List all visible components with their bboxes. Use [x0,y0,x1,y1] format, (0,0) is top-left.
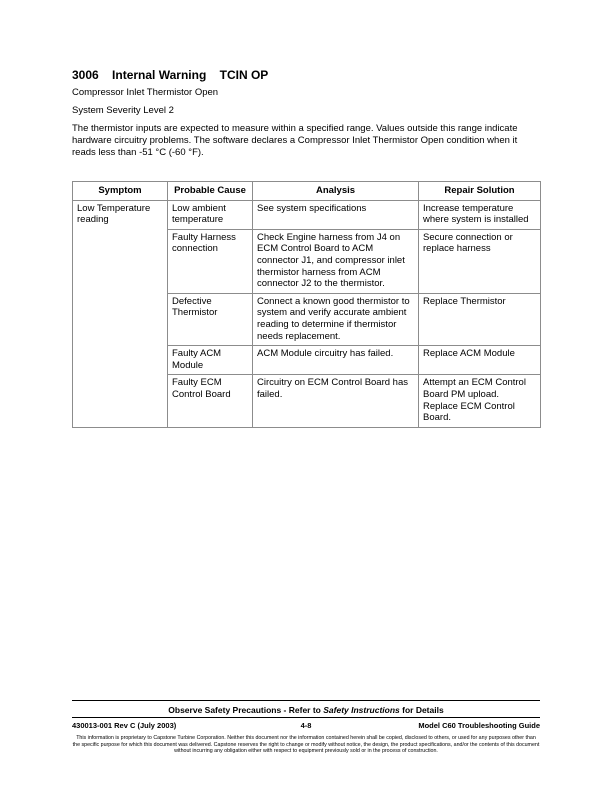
safety-notice: Observe Safety Precautions - Refer to Safety Instructions for Details [168,705,444,715]
footer-info [72,721,540,733]
repair-cell: Attempt an ECM Control Board PM upload. Replace ECM Control Board. [419,375,541,427]
repair-cell: Increase temperature where system is installed [419,200,541,229]
table-row [73,346,541,375]
repair-cell: Replace Thermistor [419,293,541,345]
document-number: 430013-001 Rev C (July 2003) [72,721,177,730]
symptom-cell-continued [73,229,168,293]
column-header: Analysis [253,182,419,201]
warning-code: 3006 [72,68,99,82]
repair-cell: Replace ACM Module [419,346,541,375]
page-title [72,68,268,82]
repair-cell: Secure connection or replace harness [419,229,541,293]
analysis-cell: Circuitry on ECM Control Board has failed. [253,375,419,427]
analysis-cell: Check Engine harness from J4 on ECM Control Board to ACM connector J1, and compressor inlet thermistor harness from ACM connector J2 to the thermistor. [253,229,419,293]
severity-level: System Severity Level 2 [72,105,174,116]
cause-cell: Faulty ECM Control Board [168,375,253,427]
column-header: Probable Cause [168,182,253,201]
column-header: Repair Solution [419,182,541,201]
symptom-cell-continued [73,293,168,345]
cause-cell: Faulty Harness connection [168,229,253,293]
footer-rule-top [72,700,540,701]
proprietary-notice: This information is proprietary to Capstone Turbine Corporation. Neither this document nor the information contained herein shall be copied, disclosed to others, or used for any purposes other than the specific purpose for which this document was delivered. Capstone reserves the right to change or modify without notice, the design, the product specifications, and/or the contents of this document without incurring any obligation either with respect to equipment previously sold or in the process of construction. [72,735,540,755]
symptom-cell-continued [73,375,168,427]
cause-cell: Faulty ACM Module [168,346,253,375]
table-row [73,200,541,229]
warning-abbrev: TCIN OP [219,68,269,82]
column-header: Symptom [73,182,168,201]
warning-subtitle: Compressor Inlet Thermistor Open [72,87,219,98]
table-row [73,293,541,345]
table-header-row [73,182,541,201]
symptom-cell: Low Temperature reading [73,200,168,229]
analysis-cell: See system specifications [253,200,419,229]
page-number: 4-8 [300,721,312,730]
safety-instructions-reference: Safety Instructions [323,705,400,715]
analysis-cell: Connect a known good thermistor to system and verify accurate ambient reading to determine if thermistor needs replacement. [253,293,419,345]
table-row [73,375,541,427]
analysis-cell: ACM Module circuitry has failed. [253,346,419,375]
cause-cell: Defective Thermistor [168,293,253,345]
cause-cell: Low ambient temperature [168,200,253,229]
troubleshooting-table [72,181,541,428]
footer-rule-bottom [72,717,540,718]
table-row [73,229,541,293]
description-paragraph: The thermistor inputs are expected to measure within a specified range. Values outside this range indicate hardware circuitry problems. The software declares a Compressor Inlet Thermistor Open condition when it reads less than -51 °C (-60 °F). [72,123,518,159]
guide-title: Model C60 Troubleshooting Guide [418,721,540,730]
symptom-cell-continued [73,346,168,375]
warning-title: Internal Warning [112,68,207,82]
